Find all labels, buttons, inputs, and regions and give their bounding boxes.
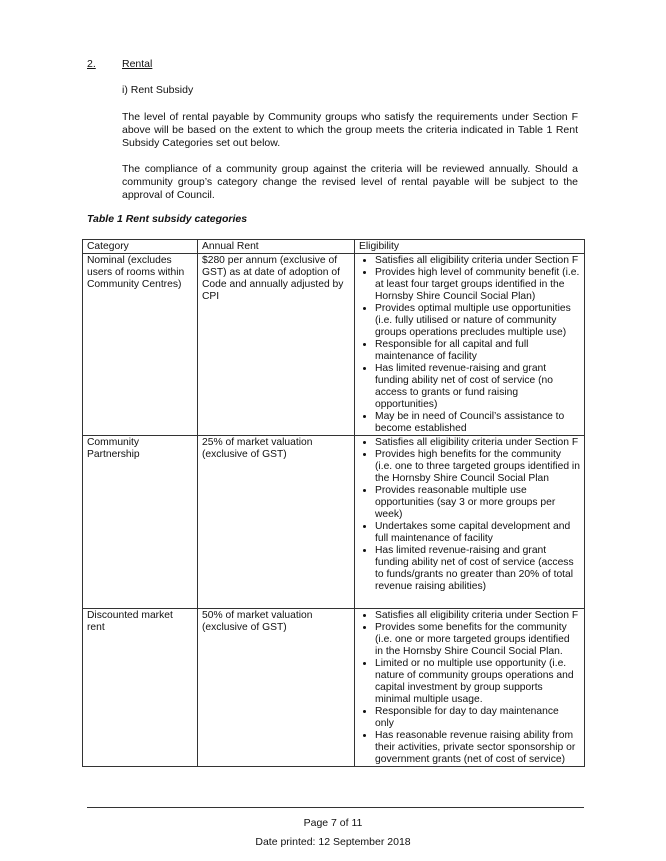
table-row	[83, 609, 585, 767]
eligibility-item: • Satisfies all eligibility criteria under Section F	[375, 610, 580, 622]
eligibility-item: • Responsible for all capital and full maintenance of facility	[375, 339, 580, 363]
eligibility-item: • Satisfies all eligibility criteria under Section F	[375, 255, 580, 267]
rent-cell: 50% of market valuation (exclusive of GST)	[198, 609, 355, 767]
paragraph-rental-level: The level of rental payable by Community groups who satisfy the requirements under Section F above will be based on the extent to which the group meets the criteria indicated in Table 1 Rent Subsidy Categories set out below.	[122, 111, 578, 149]
section-heading	[87, 58, 152, 70]
eligibility-item: • Has limited revenue-raising and grant funding ability net of cost of service (no access to grants or fund raising opportunities)	[375, 363, 580, 411]
eligibility-item: • Has limited revenue-raising and grant funding ability net of cost of service (access to funds/grants no greater than 20% of total revenue raising abilities)	[375, 545, 580, 593]
subsection-title: i) Rent Subsidy	[122, 84, 194, 96]
eligibility-list	[359, 610, 580, 766]
eligibility-cell	[355, 436, 585, 609]
header-category: Category	[83, 240, 198, 254]
category-cell: Community Partnership	[83, 436, 198, 609]
rent-subsidy-table	[82, 239, 585, 767]
header-annual-rent: Annual Rent	[198, 240, 355, 254]
section-title: Rental	[122, 58, 153, 70]
category-cell: Nominal (excludes users of rooms within Community Centres)	[83, 254, 198, 436]
date-printed: Date printed: 12 September 2018	[255, 836, 411, 848]
table-caption: Table 1 Rent subsidy categories	[87, 213, 248, 225]
paragraph-compliance: The compliance of a community group against the criteria will be reviewed annually. Should a community group’s category change the revised level of rental payable will be subject to the approval of Council.	[122, 163, 578, 201]
rent-cell: 25% of market valuation (exclusive of GST)	[198, 436, 355, 609]
eligibility-list	[359, 255, 580, 435]
eligibility-item: • Provides optimal multiple use opportunities (i.e. fully utilised or nature of community groups operations precludes multiple use)	[375, 303, 580, 339]
eligibility-item: • Provides some benefits for the community (i.e. one or more targeted groups identified in the Hornsby Shire Council Social Plan.	[375, 622, 580, 658]
table-row	[83, 254, 585, 436]
eligibility-item: • Provides high benefits for the community (i.e. one to three targeted groups identified in the Hornsby Shire Council Social Plan	[375, 449, 580, 485]
eligibility-cell	[355, 254, 585, 436]
footer-divider	[87, 807, 584, 808]
rent-cell: $280 per annum (exclusive of GST) as at date of adoption of Code and annually adjusted by CPI	[198, 254, 355, 436]
eligibility-list	[359, 437, 580, 593]
page-number: Page 7 of 11	[303, 817, 363, 829]
eligibility-item: • Provides reasonable multiple use opportunities (say 3 or more groups per week)	[375, 485, 580, 521]
table-row	[83, 436, 585, 609]
header-eligibility: Eligibility	[355, 240, 585, 254]
eligibility-item: • Limited or no multiple use opportunity (i.e. nature of community groups operations and capital investment by group supports minimal multiple usage.	[375, 658, 580, 706]
eligibility-item: • May be in need of Council’s assistance to become established	[375, 411, 580, 435]
eligibility-item: • Responsible for day to day maintenance only	[375, 706, 580, 730]
table-header-row	[83, 240, 585, 254]
eligibility-item: • Provides high level of community benefit (i.e. at least four target groups identified in the Hornsby Shire Council Social Plan)	[375, 267, 580, 303]
eligibility-item: • Has reasonable revenue raising ability from their activities, private sector sponsorship or government grants (net of cost of service)	[375, 730, 580, 766]
category-cell: Discounted market rent	[83, 609, 198, 767]
eligibility-item: • Undertakes some capital development and full maintenance of facility	[375, 521, 580, 545]
eligibility-item: • Satisfies all eligibility criteria under Section F	[375, 437, 580, 449]
section-number: 2.	[87, 58, 96, 70]
eligibility-cell	[355, 609, 585, 767]
